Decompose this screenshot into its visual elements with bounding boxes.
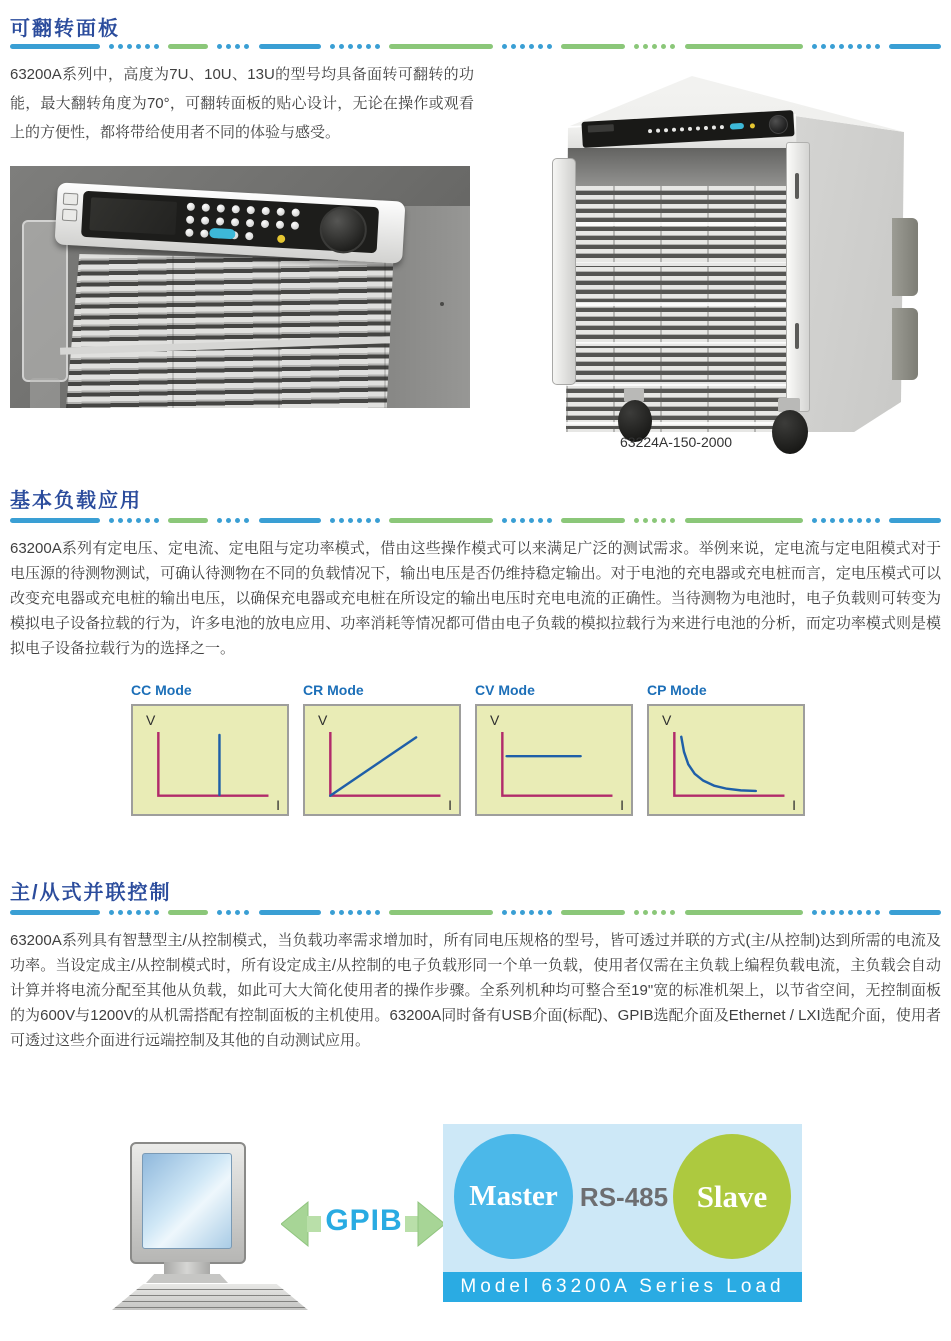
hinge-cap [62, 209, 78, 222]
divider-dot-group [502, 44, 552, 49]
divider-dot [330, 910, 335, 915]
divider-dot [118, 518, 123, 523]
divider-dot [339, 910, 344, 915]
divider-dot [821, 910, 826, 915]
panel-hinge-bracket-lower [30, 378, 60, 408]
divider-dot-group [217, 518, 249, 523]
divider-dot [109, 910, 114, 915]
mode-chart-cc-mode [131, 682, 289, 816]
divider-dot [136, 518, 141, 523]
panel-key-button [247, 206, 255, 214]
divider-dot [375, 518, 380, 523]
panel-key-button [291, 221, 299, 229]
chart-axes [158, 732, 268, 796]
divider-dot-group [109, 518, 159, 523]
panel-key-button [187, 203, 195, 211]
divider-dash [10, 910, 100, 915]
divider-dot [502, 44, 507, 49]
model-caption: 63224A-150-2000 [620, 434, 733, 450]
ventilation-grille [566, 186, 798, 432]
divider-dash [259, 518, 321, 523]
chart-title: CR Mode [303, 682, 364, 698]
divider-dot [866, 518, 871, 523]
divider-dot [652, 518, 657, 523]
divider-dash [889, 44, 941, 49]
section-divider [10, 518, 941, 523]
divider-dot [235, 44, 240, 49]
side-connector-block [892, 218, 918, 296]
section-divider [10, 44, 941, 49]
divider-dot [136, 44, 141, 49]
divider-dot [866, 910, 871, 915]
divider-dot [821, 518, 826, 523]
panel-display [89, 197, 177, 235]
chart-title: CV Mode [475, 682, 535, 698]
x-axis-label: I [792, 797, 796, 813]
divider-dot [875, 518, 880, 523]
flipped-panel-product-photo [10, 166, 470, 408]
y-axis-label: V [146, 712, 156, 728]
divider-dot [848, 910, 853, 915]
divider-dot-group [330, 910, 380, 915]
gpib-control-diagram [0, 1124, 951, 1324]
brand-logo [588, 124, 614, 132]
divider-dot [226, 910, 231, 915]
divider-dot-group [634, 910, 675, 915]
divider-dash [259, 44, 321, 49]
panel-key-button [672, 128, 676, 132]
divider-dot [348, 518, 353, 523]
divider-dash [685, 910, 803, 915]
divider-dot [145, 44, 150, 49]
divider-dot [366, 910, 371, 915]
divider-dot [812, 910, 817, 915]
panel-key-button [712, 125, 716, 129]
panel-key-button [201, 216, 209, 224]
panel-key-button [200, 229, 208, 237]
panel-key-button [648, 129, 652, 133]
chart-canvas [477, 706, 631, 814]
divider-dot [547, 910, 552, 915]
y-axis-label: V [662, 712, 672, 728]
enter-key-button [730, 123, 744, 130]
divider-dot [643, 518, 648, 523]
divider-dot [670, 44, 675, 49]
divider-dot [520, 910, 525, 915]
divider-dot [643, 910, 648, 915]
divider-dot [511, 910, 516, 915]
panel-key-button [664, 128, 668, 132]
divider-dot-group [812, 910, 880, 915]
divider-dot [226, 44, 231, 49]
panel-key-button [232, 205, 240, 213]
panel-key-button [185, 229, 193, 237]
chart-axes [502, 732, 612, 796]
panel-key-button [216, 217, 224, 225]
divider-dash [168, 910, 208, 915]
divider-dot-group [217, 910, 249, 915]
load-cabinet-product-photo [540, 70, 905, 432]
divider-dot [875, 44, 880, 49]
divider-dot [109, 44, 114, 49]
divider-dot-group [330, 44, 380, 49]
divider-dot [375, 44, 380, 49]
divider-dot [511, 518, 516, 523]
divider-dot [330, 44, 335, 49]
keyboard-icon [112, 1284, 308, 1310]
x-axis-label: I [448, 797, 452, 813]
chart-plot-area [475, 704, 633, 816]
panel-key-button [246, 219, 254, 227]
divider-dot [366, 44, 371, 49]
section-title-flip-panel: 可翻转面板 [10, 18, 120, 40]
panel-key-button [276, 208, 284, 216]
divider-dot [839, 910, 844, 915]
divider-dot [339, 518, 344, 523]
caster-wheel-front-right [772, 410, 808, 454]
divider-dash [685, 518, 803, 523]
panel-key-button [688, 127, 692, 131]
mode-chart-cp-mode [647, 682, 805, 816]
divider-dot [109, 518, 114, 523]
rail-slot [795, 323, 799, 349]
divider-dot [136, 910, 141, 915]
divider-dot [520, 518, 525, 523]
divider-dot [830, 910, 835, 915]
panel-key-button [186, 216, 194, 224]
divider-dot [634, 910, 639, 915]
divider-dot [244, 44, 249, 49]
divider-dot [145, 910, 150, 915]
y-axis-label: V [318, 712, 328, 728]
divider-dot [244, 910, 249, 915]
divider-dot [857, 910, 862, 915]
section-title-master-slave: 主/从式并联控制 [10, 882, 172, 904]
divider-dot [643, 44, 648, 49]
divider-dot-group [502, 518, 552, 523]
divider-dot-group [812, 44, 880, 49]
divider-dot [830, 518, 835, 523]
power-key-button [750, 123, 755, 128]
divider-dot [217, 518, 222, 523]
monitor-frame [130, 1142, 246, 1264]
divider-dot [670, 518, 675, 523]
panel-key-button [720, 125, 724, 129]
divider-dash [561, 518, 625, 523]
divider-dot [330, 518, 335, 523]
panel-key-button [245, 232, 253, 240]
panel-key-button [680, 127, 684, 131]
divider-dot-group [109, 910, 159, 915]
panel-key-button [696, 126, 700, 130]
divider-dot [652, 44, 657, 49]
operating-mode-charts [131, 682, 805, 816]
divider-dot [538, 44, 543, 49]
master-unit-badge: Master [454, 1134, 573, 1259]
divider-dot [357, 518, 362, 523]
divider-dot [357, 910, 362, 915]
divider-dot [502, 518, 507, 523]
divider-dot [366, 518, 371, 523]
panel-key-button [217, 204, 225, 212]
divider-dot [217, 910, 222, 915]
divider-dot [502, 910, 507, 915]
chart-axes [674, 732, 784, 796]
divider-dash [10, 518, 100, 523]
divider-dot [127, 518, 132, 523]
divider-dot [538, 910, 543, 915]
divider-dot [812, 44, 817, 49]
divider-dot [348, 44, 353, 49]
divider-dot [547, 518, 552, 523]
divider-dot [357, 44, 362, 49]
master-slave-paragraph: 63200A系列具有智慧型主/从控制模式，当负载功率需求增加时，所有同电压规格的型号，皆可透过并联的方式(主/从控制)达到所需的电流及功率。当设定成主/从控制模式时，所有设定成主/从控制的电子负载形同一个单一负载，使用者仅需在主负载上编程负载电流，主负载会自动计算并将电流分配至其他从负载，如此可大大简化使用者的操作步骤。全系列机种均可整合至19"宽的标准机架上，以节省空间，无控制面板的为600V与1200V的从机需搭配有控制面板的主机使用。63200A同时备有USB介面(标配)、GPIB选配介面及Ethernet / LXI选配介面，使用者可透过这些介面进行远端控制及其他的自动测试应用。 [10, 932, 941, 1049]
divider-dot [839, 518, 844, 523]
divider-dot [857, 44, 862, 49]
divider-dot [529, 44, 534, 49]
divider-dot [875, 910, 880, 915]
divider-dot [244, 518, 249, 523]
divider-dot [118, 910, 123, 915]
divider-dot [154, 518, 159, 523]
divider-dash [389, 910, 493, 915]
divider-dot [821, 44, 826, 49]
rotary-knob [319, 205, 369, 255]
section-divider [10, 910, 941, 915]
divider-dash [389, 44, 493, 49]
panel-keypad [648, 125, 724, 133]
chart-canvas [649, 706, 803, 814]
divider-dot [235, 518, 240, 523]
divider-dash [10, 44, 100, 49]
divider-dash [685, 44, 803, 49]
divider-dot [812, 518, 817, 523]
flip-panel-paragraph: 63200A系列中，高度为7U、10U、13U的型号均具备面转可翻转的功能，最大翻转角度为70°，可翻转面板的贴心设计，无论在操作或观看上的方便性，都将带给使用者不同的体验与感受。 [10, 66, 474, 141]
divider-dot-group [330, 518, 380, 523]
x-axis-label: I [276, 797, 280, 813]
divider-dash [259, 910, 321, 915]
divider-dot [866, 44, 871, 49]
screw-dot [440, 302, 444, 306]
panel-keypad [185, 202, 305, 245]
divider-dot [235, 910, 240, 915]
side-connector-block [892, 308, 918, 380]
divider-dot-group [812, 518, 880, 523]
characteristic-line [330, 737, 416, 795]
control-panel-face [81, 191, 379, 253]
divider-dash [561, 910, 625, 915]
chart-plot-area [303, 704, 461, 816]
divider-dot [154, 44, 159, 49]
series-load-banner: Model 63200A Series Load [443, 1272, 802, 1302]
chart-plot-area [131, 704, 289, 816]
divider-dot [848, 518, 853, 523]
divider-dash [561, 44, 625, 49]
x-axis-label: I [620, 797, 624, 813]
mode-chart-cv-mode [475, 682, 633, 816]
monitor-neck [164, 1262, 210, 1274]
divider-dash [889, 518, 941, 523]
panel-key-button [291, 208, 299, 216]
divider-dot [217, 44, 222, 49]
divider-dot [127, 44, 132, 49]
divider-dot [226, 518, 231, 523]
divider-dot [652, 910, 657, 915]
divider-dot-group [634, 44, 675, 49]
divider-dot [339, 44, 344, 49]
divider-dot [145, 518, 150, 523]
rack-rail-right [786, 142, 810, 412]
divider-dot [154, 910, 159, 915]
y-axis-label: V [490, 712, 500, 728]
divider-dot [848, 44, 853, 49]
panel-key-button [656, 129, 660, 133]
panel-key-button [261, 220, 269, 228]
rail-slot [795, 173, 799, 199]
divider-dot [538, 518, 543, 523]
panel-key-button [231, 218, 239, 226]
divider-dot [529, 518, 534, 523]
chart-plot-area [647, 704, 805, 816]
chart-canvas [305, 706, 459, 814]
divider-dot [857, 518, 862, 523]
divider-dash [168, 44, 208, 49]
rotary-knob [768, 114, 788, 134]
chart-axes [330, 732, 440, 796]
divider-dot [634, 518, 639, 523]
divider-dot [127, 910, 132, 915]
divider-dash [889, 910, 941, 915]
enter-key-button [209, 228, 236, 239]
characteristic-line [681, 737, 756, 791]
panel-key-button [276, 221, 284, 229]
flipped-control-panel [55, 182, 406, 263]
divider-dot-group [634, 518, 675, 523]
series-load-box [443, 1124, 802, 1302]
ventilation-grille [66, 254, 400, 408]
divider-dot [670, 910, 675, 915]
rs485-bus-label: RS-485 [579, 1182, 669, 1212]
panel-key-button [704, 126, 708, 130]
divider-dot [118, 44, 123, 49]
chart-title: CC Mode [131, 682, 192, 698]
divider-dash [389, 518, 493, 523]
monitor-base [146, 1274, 228, 1283]
divider-dot-group [109, 44, 159, 49]
section-title-basic-load: 基本负载应用 [10, 490, 142, 512]
gpib-bus-label: GPIB [325, 1204, 403, 1237]
divider-dot [511, 44, 516, 49]
chart-canvas [133, 706, 287, 814]
divider-dot [348, 910, 353, 915]
chart-title: CP Mode [647, 682, 707, 698]
slave-unit-badge: Slave [673, 1134, 791, 1259]
divider-dot [839, 44, 844, 49]
divider-dot [547, 44, 552, 49]
divider-dot-group [217, 44, 249, 49]
divider-dot [661, 910, 666, 915]
divider-dot [520, 44, 525, 49]
mode-chart-cr-mode [303, 682, 461, 816]
divider-dot [830, 44, 835, 49]
divider-dot [634, 44, 639, 49]
divider-dot [661, 518, 666, 523]
double-headed-arrow-icon [281, 1196, 445, 1252]
divider-dash [168, 518, 208, 523]
basic-load-paragraph: 63200A系列有定电压、定电流、定电阻与定功率模式，借由这些操作模式可以来满足广泛的测试需求。举例来说，定电流与定电阻模式对于电压源的待测物测试，可确认待测物在不同的负载情况下，输出电压是否仍维持稳定输出。对于电池的充电器或充电桩而言，定电压模式可以改变充电器或充电桩的输出电压，以确保充电器或充电桩在所设定的输出电压时充电电流的正确性。当待测物为电池时，电子负载则可转变为模拟电子设备拉载的行为，许多电池的放电应用、功率消耗等情况都可借由电子负载的模拟拉载行为来进行电池的分析，而定功率模式则是模拟电子设备拉载行为的选择之一。 [10, 540, 941, 657]
divider-dot [661, 44, 666, 49]
panel-key-button [202, 203, 210, 211]
monitor-screen [142, 1153, 232, 1249]
divider-dot-group [502, 910, 552, 915]
hinge-cap [63, 193, 79, 206]
front-recess-shadow [566, 148, 798, 186]
divider-dot [375, 910, 380, 915]
rack-handle-left [552, 158, 576, 385]
panel-key-button [262, 207, 270, 215]
divider-dot [529, 910, 534, 915]
